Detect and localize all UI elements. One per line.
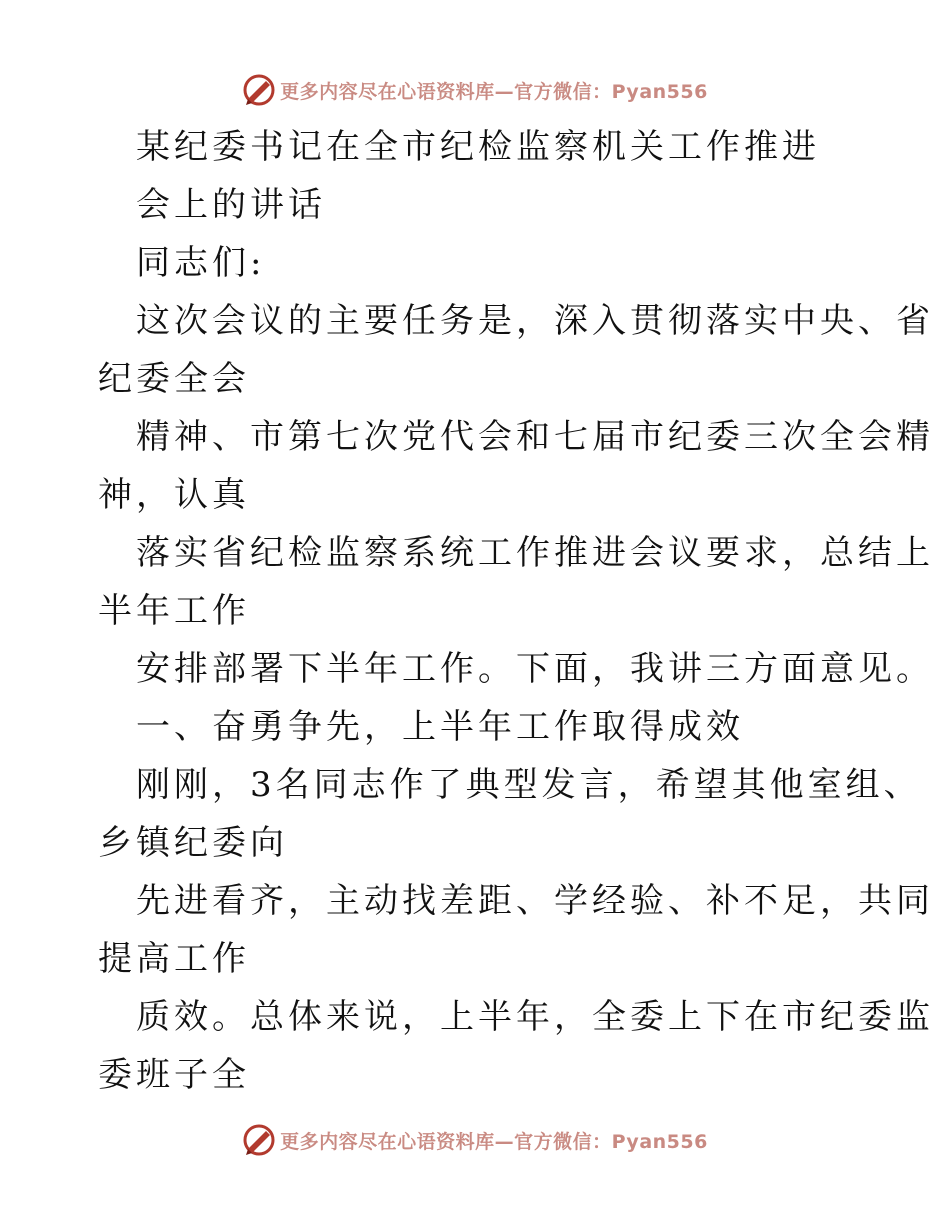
watermark-text: 更多内容尽在心语资料库—官方微信：Pyan556 <box>280 80 708 103</box>
watermark-header <box>0 70 950 110</box>
text-line: 神，认真 <box>98 475 250 515</box>
watermark-footer <box>0 1120 950 1160</box>
text-line: 刚刚，3名同志作了典型发言，希望其他室组、 <box>136 765 922 805</box>
text-line: 提高工作 <box>98 939 250 979</box>
text-line: 委班子全 <box>98 1055 250 1095</box>
text-line: 会上的讲话 <box>136 185 326 225</box>
watermark-text: 更多内容尽在心语资料库—官方微信：Pyan556 <box>280 1130 708 1153</box>
document-body <box>98 118 934 1104</box>
text-line: 一、奋勇争先，上半年工作取得成效 <box>136 707 744 747</box>
text-line: 这次会议的主要任务是，深入贯彻落实中央、省 <box>136 301 934 341</box>
text-line: 纪委全会 <box>98 359 250 399</box>
pen-logo-icon <box>242 1123 276 1157</box>
text-line: 先进看齐，主动找差距、学经验、补不足，共同 <box>136 881 934 921</box>
text-line: 半年工作 <box>98 591 250 631</box>
text-line: 同志们: <box>136 243 266 283</box>
text-line: 乡镇纪委向 <box>98 823 288 863</box>
text-line: 某纪委书记在全市纪检监察机关工作推进 <box>136 127 820 167</box>
text-line: 落实省纪检监察系统工作推进会议要求，总结上 <box>136 533 934 573</box>
pen-logo-icon <box>242 73 276 107</box>
text-line: 质效。总体来说，上半年，全委上下在市纪委监 <box>136 997 934 1037</box>
text-line: 精神、市第七次党代会和七届市纪委三次全会精 <box>136 417 934 457</box>
text-line: 安排部署下半年工作。下面，我讲三方面意见。 <box>136 649 934 689</box>
